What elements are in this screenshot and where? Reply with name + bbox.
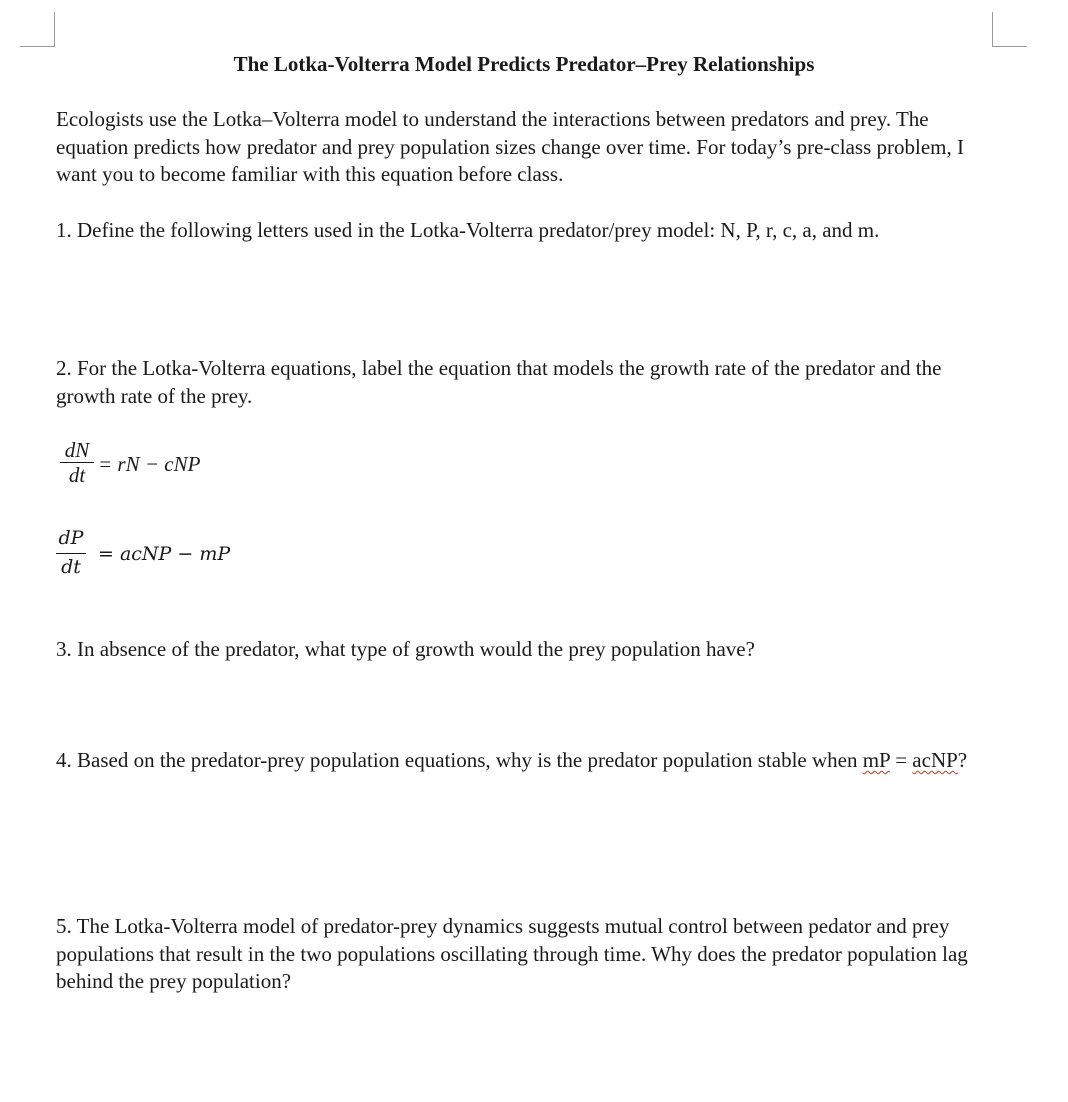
prey-equation (56, 438, 256, 498)
question-4-expr-equals: = (889, 748, 913, 772)
question-4-expr-end: ? (957, 748, 968, 772)
predator-eq-rhs: = acNP − mP (98, 543, 231, 565)
question-5: 5. The Lotka-Volterra model of predator-prey dynamics suggests mutual control between pedator and prey populations that result in the two populations oscillating through time. Why does the predator population lag behind the prey population? (56, 914, 968, 993)
question-1: 1. Define the following letters used in the Lotka-Volterra predator/prey model: N, P, r, c, a, and m. (56, 218, 880, 242)
margin-corner-top-left (20, 46, 54, 47)
question-2: 2. For the Lotka-Volterra equations, label the equation that models the growth rate of the predator and the growth rate of the prey. (56, 356, 942, 408)
question-4-text: 4. Based on the predator-prey population equations, why is the predator population stable when (56, 748, 858, 772)
prey-eq-denominator: dt (68, 463, 86, 487)
document-title: The Lotka-Volterra Model Predicts Predator–Prey Relationships (233, 52, 815, 76)
question-3: 3. In absence of the predator, what type of growth would the prey population have? (56, 637, 755, 661)
margin-corner-top-right-vertical (992, 12, 993, 47)
prey-eq-rhs: = rN − cNP (98, 452, 201, 476)
question-4 (56, 747, 1001, 775)
predator-eq-numerator: dP (58, 527, 84, 549)
intro-paragraph: Ecologists use the Lotka–Volterra model to understand the interactions between predators and prey. The equation predicts how predator and prey population sizes change over time. For today’s pre-class problem, I want you to become familiar with this equation before class. (56, 107, 964, 186)
question-4-expr-right: acNP (912, 748, 958, 772)
margin-corner-top-left-vertical (54, 12, 55, 47)
predator-eq-fraction-bar (56, 553, 86, 554)
predator-eq-denominator: dt (61, 556, 81, 578)
question-4-expr-left: mP (862, 748, 890, 772)
prey-eq-numerator: dN (64, 438, 90, 462)
margin-corner-top-right (992, 46, 1027, 47)
predator-equation (56, 526, 276, 588)
